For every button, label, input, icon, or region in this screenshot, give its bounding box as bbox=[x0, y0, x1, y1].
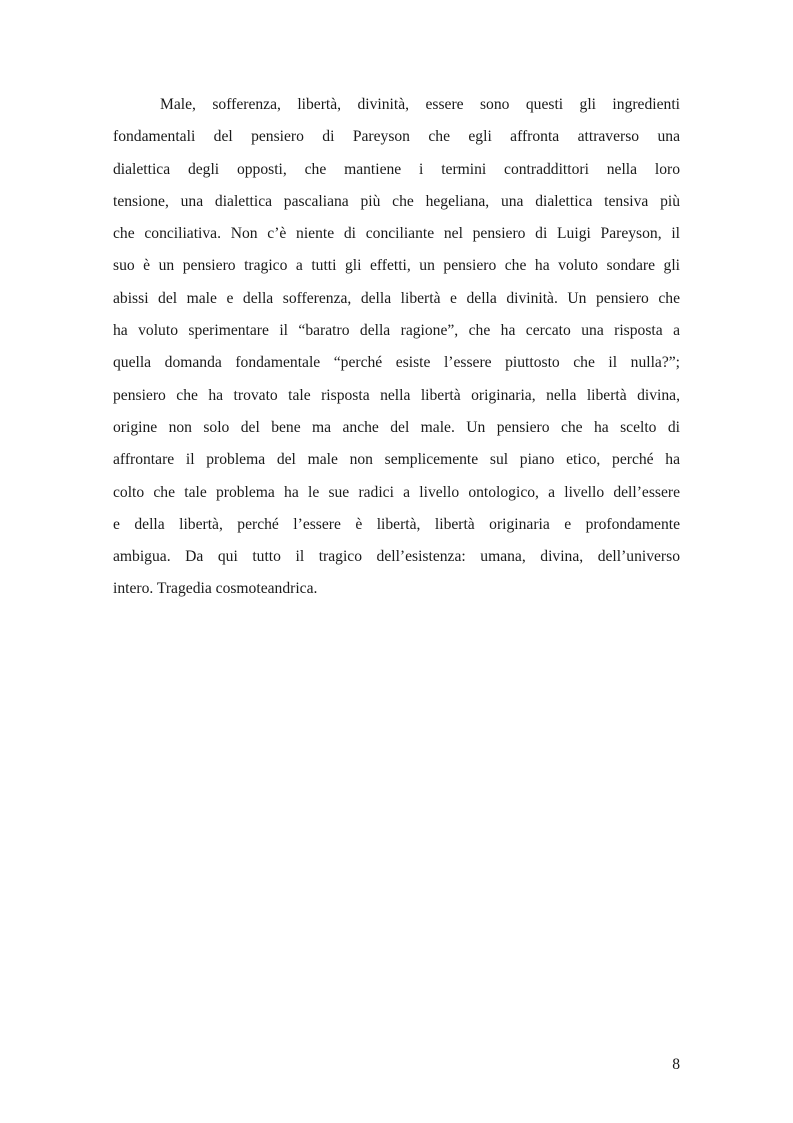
paragraph-line: ambigua. Da qui tutto il tragico dell’esistenza: umana, divina, dell’universo bbox=[113, 548, 680, 566]
paragraph-line: origine non solo del bene ma anche del male. Un pensiero che ha scelto di bbox=[113, 418, 680, 436]
paragraph-line: abissi del male e della sofferenza, della libertà e della divinità. Un pensiero che bbox=[113, 289, 680, 307]
paragraph-line: suo è un pensiero tragico a tutti gli effetti, un pensiero che ha voluto sondare gli bbox=[113, 257, 680, 275]
paragraph-line: dialettica degli opposti, che mantiene i termini contraddittori nella loro bbox=[113, 160, 680, 178]
paragraph-line: che conciliativa. Non c’è niente di conciliante nel pensiero di Luigi Pareyson, il bbox=[113, 225, 680, 243]
paragraph-line: tensione, una dialettica pascaliana più che hegeliana, una dialettica tensiva più bbox=[113, 192, 680, 210]
paragraph-line: intero. Tragedia cosmoteandrica. bbox=[113, 580, 318, 598]
paragraph-line: colto che tale problema ha le sue radici a livello ontologico, a livello dell’essere bbox=[113, 483, 680, 501]
paragraph-line: quella domanda fondamentale “perché esiste l’essere piuttosto che il nulla?”; bbox=[113, 354, 680, 372]
page-number: 8 bbox=[672, 1056, 680, 1073]
paragraph-line: affrontare il problema del male non semplicemente sul piano etico, perché ha bbox=[113, 451, 680, 469]
paragraph-line: ha voluto sperimentare il “baratro della ragione”, che ha cercato una risposta a bbox=[113, 322, 680, 340]
paragraph-line: fondamentali del pensiero di Pareyson che egli affronta attraverso una bbox=[113, 128, 680, 146]
paragraph-line: e della libertà, perché l’essere è libertà, libertà originaria e profondamente bbox=[113, 515, 680, 533]
body-paragraph bbox=[113, 89, 680, 606]
paragraph-line: Male, sofferenza, libertà, divinità, essere sono questi gli ingredienti bbox=[160, 96, 680, 113]
paragraph-line: pensiero che ha trovato tale risposta nella libertà originaria, nella libertà divina, bbox=[113, 386, 680, 404]
